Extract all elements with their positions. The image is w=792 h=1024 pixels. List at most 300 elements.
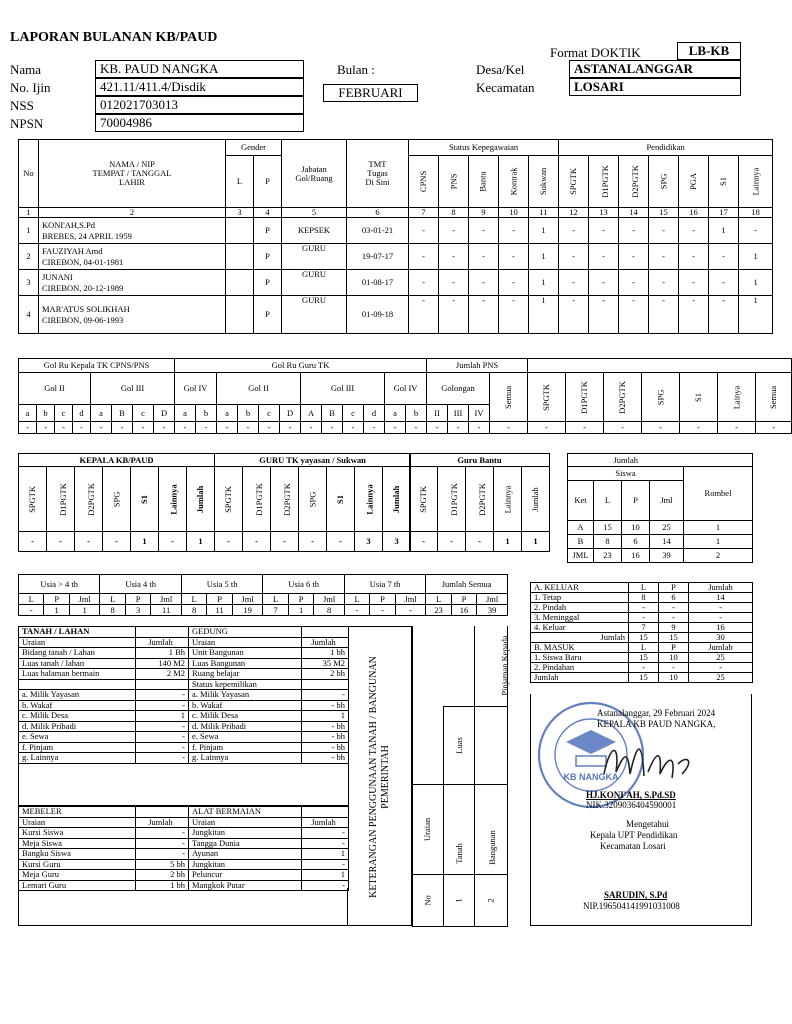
col-number: 1 [19, 208, 39, 218]
mutasi-cell: 15 [659, 633, 689, 643]
col-number: 6 [347, 208, 409, 218]
siswa-cell: 14 [650, 535, 684, 549]
staff-val: - [649, 244, 679, 270]
mutasi-cell: Jumlah [689, 583, 753, 593]
mutasi-row [531, 623, 753, 633]
usia-val: - [395, 605, 426, 616]
mutasi-cell: Jumlah [531, 633, 629, 643]
mebeler-uraian: Uraian [19, 817, 136, 828]
sign-nik: NIK.3209036404590001 [586, 800, 677, 810]
mebeler-jumlah: Jumlah [136, 817, 189, 828]
mutasi-cell: 15 [629, 633, 659, 643]
mutasi-row [531, 583, 753, 593]
staff-row [19, 296, 773, 334]
h-pend-lainnya [739, 156, 773, 208]
gol-value: - [566, 422, 604, 434]
col-number: 18 [739, 208, 773, 218]
siswa-cell: 8 [594, 535, 622, 549]
kec-value: LOSARI [569, 78, 741, 96]
staff-jabatan: GURU [282, 244, 347, 270]
siswa-h-blank [684, 454, 753, 467]
h-p: P [254, 156, 282, 208]
cat-guru-val: 3 [355, 532, 383, 552]
cat-kepala-val: - [103, 532, 131, 552]
bantu-val: - [438, 532, 466, 552]
staff-val: - [709, 270, 739, 296]
tanah-header-blank [136, 627, 189, 638]
asset-row [19, 732, 349, 743]
h-status-pns [439, 156, 469, 208]
tanah-value: - [136, 700, 189, 711]
gedung-header: GEDUNG [189, 627, 302, 638]
cat-kepala-col-text: Lainnya [168, 483, 179, 515]
mutasi-row [531, 673, 753, 683]
tanah-uraian: Uraian [19, 637, 136, 648]
mebeler-value: - [136, 838, 189, 849]
usia-val: 23 [426, 605, 451, 616]
h-pend-spg-text: SPG [658, 173, 669, 190]
cat-kepala: KEPALA KB/PAUD [19, 454, 215, 467]
siswa-cell: 15 [594, 521, 622, 535]
cat-guru-col-text: S1 [335, 494, 346, 504]
gol-letter: b [37, 405, 55, 422]
staff-val: 1 [739, 244, 773, 270]
asset-row [19, 838, 349, 849]
gol-value: - [196, 422, 217, 434]
staff-row [19, 218, 773, 244]
cat-kepala-col [159, 467, 187, 532]
mutasi-row [531, 663, 753, 673]
gedung-value: - bh [302, 732, 349, 743]
staff-val: - [409, 244, 439, 270]
siswa-cell: A [568, 521, 594, 535]
col-number: 10 [499, 208, 529, 218]
mutasi-cell: 15 [629, 673, 659, 683]
staff-val: - [499, 296, 529, 334]
gedung-value: 35 M2 [302, 658, 349, 669]
bantu-col-text: SPGTK [418, 485, 429, 513]
staff-val: 1 [709, 218, 739, 244]
staff-val: 1 [739, 296, 773, 334]
gol-letter: II [427, 405, 448, 422]
h-status-sukwan [529, 156, 559, 208]
signature-scribble [598, 734, 698, 784]
mebeler-header-blank [136, 807, 189, 818]
gol-letter: c [55, 405, 73, 422]
usia-val: 1 [44, 605, 69, 616]
staff-val: - [619, 218, 649, 244]
mutasi-cell: 9 [659, 623, 689, 633]
h-pend-d1pgtk-text: D1PGTK [599, 165, 610, 198]
gol-vcol-text: D2PGTK [617, 380, 628, 414]
siswa-cell: 23 [594, 549, 622, 563]
usia-head: Usia 6 th [263, 575, 344, 594]
gol-value: - [343, 422, 364, 434]
gol-value: - [490, 422, 528, 434]
ket-luas [444, 706, 475, 784]
h-status-sukwan-text: Sukwan [538, 167, 549, 196]
mutasi-cell: 14 [689, 593, 753, 603]
gol-value: - [238, 422, 259, 434]
cat-guru-val: - [299, 532, 327, 552]
tanah-value: - [136, 742, 189, 753]
gol-iii-guru: Gol III [301, 373, 385, 405]
gol-h1: Gol Ru Kepala TK CPNS/PNS [19, 359, 175, 373]
tanah-value: 140 M2 [136, 658, 189, 669]
usia-val: 3 [125, 605, 150, 616]
staff-birth: CIREBON, 20-12-1989 [42, 282, 124, 293]
mutasi-cell: 10 [659, 673, 689, 683]
cat-kepala-val: - [19, 532, 47, 552]
staff-table [18, 139, 773, 334]
mutasi-cell: 6 [659, 593, 689, 603]
h-pend-d2pgtk-text: D2PGTK [629, 165, 640, 198]
gol-vcol [566, 373, 604, 422]
gol-value: - [322, 422, 343, 434]
asset-row [19, 711, 349, 722]
ket-n2-text: 2 [485, 897, 496, 903]
cat-kepala-val: - [159, 532, 187, 552]
alat-value: - [302, 880, 349, 891]
cat-kepala-col [187, 467, 215, 532]
tanah-jumlah: Jumlah [136, 637, 189, 648]
staff-val: - [469, 296, 499, 334]
sign-name: HJ.KONI'AH, S.Pd.SD [586, 790, 676, 800]
siswa-cell: 1 [684, 521, 753, 535]
usia-val: - [370, 605, 395, 616]
gol-letter: b [238, 405, 259, 422]
mutasi-cell: - [659, 663, 689, 673]
staff-tmt: 01-08-17 [347, 270, 409, 296]
asset-row [19, 627, 349, 638]
h-status-kontrak-text: Kontrak [508, 167, 519, 196]
gol-vcol [756, 373, 792, 422]
tanah-item: b. Wakaf [19, 700, 136, 711]
mutasi-row [531, 613, 753, 623]
gedung-item: f. Pinjam [189, 742, 302, 753]
h-pend-d2pgtk [619, 156, 649, 208]
asset-row [19, 742, 349, 753]
staff-val: - [559, 270, 589, 296]
h-pend-pga-text: PGA [688, 172, 699, 190]
asset-row [19, 753, 349, 764]
staff-val: - [589, 218, 619, 244]
siswa-h: Jumlah [568, 454, 684, 467]
gol-iv-kepala: Gol IV [175, 373, 217, 405]
mutasi-row [531, 643, 753, 653]
sign-role2b: Kecamatan Losari [600, 841, 666, 851]
staff-jabatan: GURU [282, 296, 347, 334]
asset-spacer [19, 763, 349, 805]
col-number: 11 [529, 208, 559, 218]
mutasi-cell: 10 [659, 653, 689, 663]
usia-sub: P [125, 594, 150, 605]
staff-val: - [499, 218, 529, 244]
gedung-value: 1 [302, 711, 349, 722]
tanah-value: 2 M2 [136, 669, 189, 680]
gol-value: - [280, 422, 301, 434]
usia-head: Usia > 4 th [19, 575, 100, 594]
gedung-value: - bh [302, 721, 349, 732]
cat-guru-col-text: D2PGTK [281, 482, 292, 516]
ket-blank-d [475, 706, 508, 784]
usia-sub: P [370, 594, 395, 605]
mutasi-cell: 8 [629, 593, 659, 603]
gol-value: - [448, 422, 469, 434]
cat-guru-col-text: Jumlah [391, 485, 402, 513]
usia-sub: L [19, 594, 44, 605]
staff-tmt: 03-01-21 [347, 218, 409, 244]
staff-jabatan: GURU [282, 270, 347, 296]
usia-val: 16 [451, 605, 476, 616]
mutasi-cell: Jumlah [689, 643, 753, 653]
gol-vcol [680, 373, 718, 422]
alat-header: ALAT BERMAIAN [189, 807, 302, 818]
gol-value: - [427, 422, 448, 434]
staff-birth: CIREBON, 04-01-1981 [42, 256, 124, 267]
staff-val: - [679, 270, 709, 296]
gol-value: - [528, 422, 566, 434]
staff-val: - [619, 270, 649, 296]
h-tmt-3: Di Sini [365, 176, 390, 187]
gol-value: - [604, 422, 642, 434]
ket-blank-c [413, 706, 444, 784]
siswa-cell: B [568, 535, 594, 549]
cat-guru-col-text: D1PGTK [253, 482, 264, 516]
cat-kepala-col [19, 467, 47, 532]
guru-bantu-table [409, 453, 550, 552]
usia-sub: Jml [314, 594, 345, 605]
gol-value: - [37, 422, 55, 434]
usia-val: 8 [100, 605, 125, 616]
siswa-rombel: Rombel [684, 467, 753, 521]
staff-val: 1 [739, 270, 773, 296]
sign-role2a: Kepala UPT Pendidikan [590, 830, 678, 840]
asset-row [19, 828, 349, 839]
staff-val: - [469, 218, 499, 244]
staff-val: - [439, 296, 469, 334]
staff-p: P [254, 296, 282, 334]
tanah-value: 1 [136, 711, 189, 722]
staff-val: - [709, 244, 739, 270]
usia-table [18, 574, 508, 616]
h-status-bantu [469, 156, 499, 208]
h-nama-1: NAMA / NIP [109, 159, 155, 170]
gol-letter: d [73, 405, 91, 422]
mutasi-cell: L [629, 583, 659, 593]
gol-iii-kepala: Gol III [91, 373, 175, 405]
tanah-value: - [136, 732, 189, 743]
bantu-col [522, 467, 550, 532]
cat-guru-col [215, 467, 243, 532]
gol-vcol-text: S1 [693, 392, 704, 402]
mebeler-value: - [136, 849, 189, 860]
report-title: LAPORAN BULANAN KB/PAUD [10, 30, 218, 45]
golongan-table [18, 358, 792, 434]
staff-l [226, 296, 254, 334]
usia-val: 1 [288, 605, 313, 616]
h-status-bantu-text: Bantu [478, 171, 489, 192]
ijin-label: No. Ijin [10, 80, 51, 95]
h-status-kontrak [499, 156, 529, 208]
siswa-cell: 2 [684, 549, 753, 563]
meb-bottom-box [18, 888, 348, 926]
gol-letter: a [19, 405, 37, 422]
staff-val: - [439, 244, 469, 270]
mebeler-item: Kursi Siswa [19, 828, 136, 839]
sign-nip2: NIP.196504141991031008 [583, 901, 680, 911]
h-status-pns-text: PNS [448, 173, 459, 190]
h-jabatan [282, 140, 347, 208]
asset-row [19, 669, 349, 680]
gol-h3: Jumlah PNS [427, 359, 528, 373]
asset-row [19, 807, 349, 818]
mebeler-item: Bangku Siswa [19, 849, 136, 860]
ijin-value: 421.11/411.4/Disdik [95, 78, 304, 96]
usia-head: Jumlah Semua [426, 575, 508, 594]
gol-value: - [154, 422, 175, 434]
tanah-value [136, 679, 189, 690]
gol-value: - [385, 422, 406, 434]
gol-letter: B [112, 405, 133, 422]
cat-kepala-col-text: S1 [139, 494, 150, 504]
bulan-value: FEBRUARI [323, 84, 418, 102]
siswa-cell: 16 [622, 549, 650, 563]
alat-value: - [302, 828, 349, 839]
cat-kepala-col [131, 467, 159, 532]
usia-val: 39 [477, 605, 508, 616]
cat-guru: GURU TK yayasan / Sukwan [215, 454, 411, 467]
desa-value: ASTANALANGGAR [569, 60, 741, 78]
h-pend-spgtk [559, 156, 589, 208]
gol-value: - [112, 422, 133, 434]
cat-guru-col [243, 467, 271, 532]
mutasi-cell: 3. Meninggal [531, 613, 629, 623]
format-label: Format DOKTIK [550, 45, 641, 60]
cat-guru-val: - [243, 532, 271, 552]
usia-val: - [19, 605, 44, 616]
gedung-value: 2 bh [302, 669, 349, 680]
ket-uraian-text: Uraian [422, 817, 433, 841]
asset-blank [19, 763, 349, 805]
siswa-jml: Jml [650, 481, 684, 521]
staff-p: P [254, 218, 282, 244]
cat-guru-val: 3 [383, 532, 411, 552]
stamp-text: KB NANGKA [563, 772, 619, 782]
gol-value: - [301, 422, 322, 434]
mutasi-cell: - [689, 603, 753, 613]
h-pend-s1-text: S1 [718, 177, 729, 186]
tanah-item [19, 679, 136, 690]
asset-row [19, 859, 349, 870]
gol-vcol [490, 373, 528, 422]
cat-kepala-val: 1 [187, 532, 215, 552]
staff-val: 1 [529, 244, 559, 270]
alat-item: Mangkok Putar [189, 880, 302, 891]
gedung-value: 1 bh [302, 648, 349, 659]
usia-sub: P [451, 594, 476, 605]
col-number: 15 [649, 208, 679, 218]
siswa-row [568, 535, 753, 549]
gol-value: - [756, 422, 792, 434]
usia-val: 8 [181, 605, 206, 616]
gol-letter: a [91, 405, 112, 422]
staff-no: 3 [19, 270, 39, 296]
gedung-item: Unit Bangunan [189, 648, 302, 659]
usia-head: Usia 5 th [181, 575, 262, 594]
cat-kepala-col [103, 467, 131, 532]
col-number: 4 [254, 208, 282, 218]
usia-sub: L [263, 594, 288, 605]
gedung-item: Ruang belajar [189, 669, 302, 680]
siswa-cell: 39 [650, 549, 684, 563]
gedung-item: g. Lainnya [189, 753, 302, 764]
bantu-header: Guru Bantu [410, 454, 550, 467]
h-nama-2: TEMPAT / TANGGAL [92, 168, 172, 179]
mebeler-item: Kursi Guru [19, 859, 136, 870]
gedung-value: - bh [302, 700, 349, 711]
staff-val: - [469, 270, 499, 296]
cat-guru-col-text: SPGTK [223, 485, 234, 513]
mutasi-cell: 30 [689, 633, 753, 643]
staff-val: - [649, 270, 679, 296]
ket-box [348, 626, 412, 926]
cat-kepala-val: - [75, 532, 103, 552]
gol-vcol [604, 373, 642, 422]
gol-letter: c [259, 405, 280, 422]
gol-ii-kepala: Gol II [19, 373, 91, 405]
cat-guru-col-text: Lainnya [364, 483, 375, 515]
mebeler-value: - [136, 828, 189, 839]
usia-sub: Jml [151, 594, 182, 605]
cat-guru-col [271, 467, 299, 532]
mutasi-cell: - [629, 603, 659, 613]
staff-val: - [499, 270, 529, 296]
staff-val: - [619, 244, 649, 270]
alat-item: Jungkitan [189, 859, 302, 870]
sign-place-date: Astanalanggar, 29 Februari 2024 [597, 708, 716, 718]
bantu-col-text: D2PGTK [476, 482, 487, 516]
staff-val: - [679, 218, 709, 244]
bantu-val: 1 [522, 532, 550, 552]
gol-value: - [175, 422, 196, 434]
cat-guru-col [299, 467, 327, 532]
col-number: 14 [619, 208, 649, 218]
mutasi-cell: A. KELUAR [531, 583, 629, 593]
h-jab-1: Jabatan [301, 163, 327, 174]
staff-val: - [649, 218, 679, 244]
gol-vcol-text: SPGTK [541, 383, 552, 411]
staff-val: - [589, 296, 619, 334]
siswa-row [568, 549, 753, 563]
format-code: LB-KB [677, 42, 741, 60]
ket-n1 [444, 874, 475, 926]
gol-value: - [19, 422, 37, 434]
gedung-item: Luas Bangunan [189, 658, 302, 669]
staff-val: - [559, 296, 589, 334]
ket-n1-text: 1 [453, 897, 464, 903]
bantu-col [438, 467, 466, 532]
gol-letter: b [196, 405, 217, 422]
ket-blank-b [444, 626, 475, 706]
asset-row [19, 817, 349, 828]
tanah-gedung-table [18, 626, 349, 806]
staff-val: - [589, 244, 619, 270]
gol-vcol [642, 373, 680, 422]
mutasi-cell: 4. Keluar [531, 623, 629, 633]
tanah-item: Luas halaman bermain [19, 669, 136, 680]
staff-val: - [439, 270, 469, 296]
